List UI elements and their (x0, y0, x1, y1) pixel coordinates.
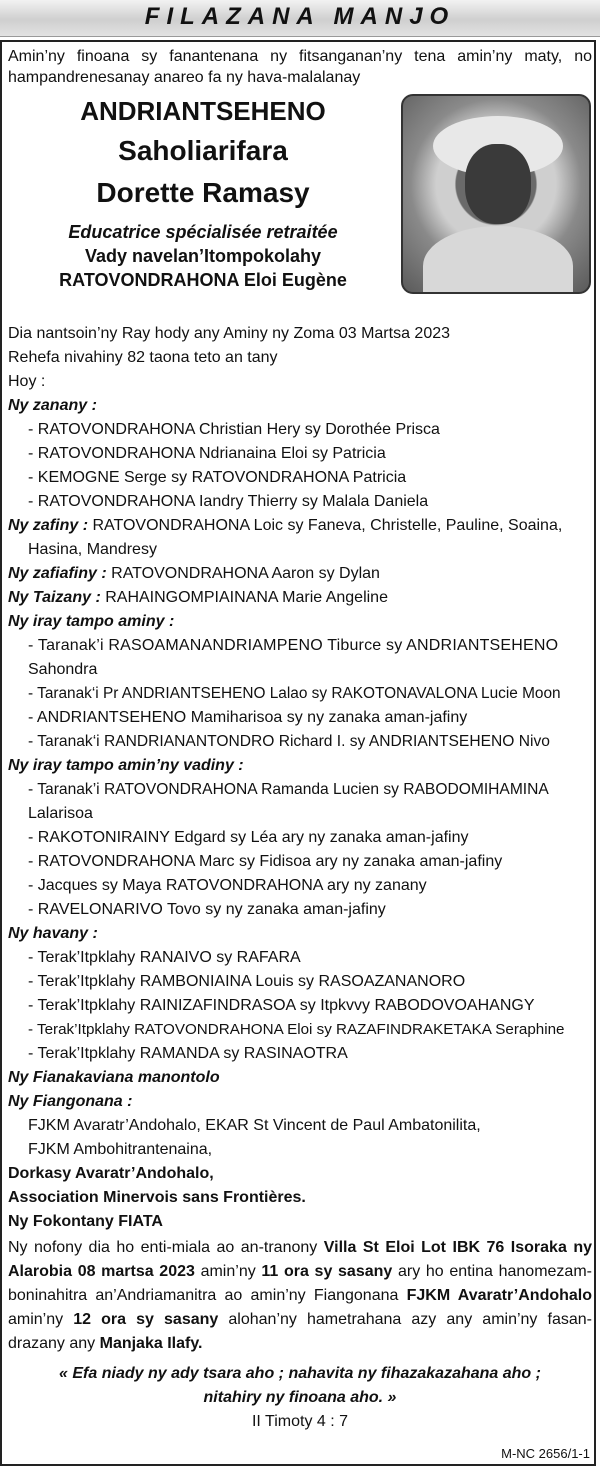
list-item: - Terak’Itpklahy RAMBONIAINA Louis sy RASOAZANANORO (28, 973, 466, 990)
funeral-text: alohan’ny hametrahana azy any amin’ny fasan-drazany any (8, 1311, 592, 1352)
church-label: Ny Fiangonana : (8, 1093, 133, 1110)
sibling-label: Ny Taizany : (8, 589, 101, 606)
notice-code: M-NC 2656/1-1 (501, 1446, 590, 1461)
list-item: - RATOVONDRAHONA Ndrianaina Eloi sy Patricia (28, 445, 386, 462)
relatives-label: Ny havany : (8, 925, 98, 942)
quote-line-1: « Efa niady ny ady tsara aho ; nahavita ny fihazakazahana aho ; (59, 1365, 541, 1382)
quote-line-2: nitahiry ny finoana aho. » (203, 1389, 397, 1406)
funeral-burial-place: Manjaka Ilafy. (99, 1335, 203, 1352)
deceased-profession: Educatrice spécialisée retraitée (68, 222, 338, 242)
greatgrandchildren-line (8, 562, 592, 586)
list-item: Lalarisoa (28, 805, 93, 822)
intro-text: Amin’ny finoana sy fanantenana ny fitsanganan’ny tena amin’ny maty, no hampandrenesanay anareo fa ny hava-malalanay (8, 48, 592, 86)
death-line-1: Dia nantsoin’ny Ray hody any Aminy ny Zoma 03 Martsa 2023 (8, 325, 451, 342)
list-item: - RAKOTONIRAINY Edgard sy Léa ary ny zanaka aman-jafiny (28, 829, 469, 846)
list-item: - RATOVONDRAHONA Marc sy Fidisoa ary ny zanaka aman-jafiny (28, 853, 503, 870)
bible-quote (8, 1362, 592, 1410)
church-line-1: FJKM Avaratr’Andohalo, EKAR St Vincent de Paul Ambatonilita, (28, 1117, 481, 1134)
list-item: - Taranak‘i RANDRIANANTONDRO Richard I. sy ANDRIANTSEHENO Nivo (28, 733, 550, 750)
org-line-2: Association Minervois sans Frontières. (8, 1189, 306, 1206)
deceased-block (8, 92, 592, 322)
grandchildren-text-2: Hasina, Mandresy (28, 541, 157, 558)
sibling-text: RAHAINGOMPIAINANA Marie Angeline (100, 589, 388, 606)
spouse-label: Vady navelan’Itompokolahy (84, 246, 322, 266)
list-item: - RAVELONARIVO Tovo sy ny zanaka aman-jafiny (28, 901, 386, 918)
list-item: Sahondra (28, 661, 98, 678)
grandchildren-text: RATOVONDRAHONA Loic sy Faneva, Christelle, Pauline, Soaina, (88, 517, 563, 534)
org-line-1: Dorkasy Avaratr’Andohalo, (8, 1165, 214, 1182)
deceased-other-names: Dorette Ramasy (96, 177, 310, 208)
photo-face-shape (465, 144, 531, 224)
list-item: - ANDRIANTSEHENO Mamiharisoa sy ny zanaka aman-jafiny (28, 709, 468, 726)
header-title: FILAZANA MANJO (144, 3, 456, 30)
greatgrandchildren-label: Ny zafiafiny : (8, 565, 107, 582)
funeral-time-1: 11 ora sy sasany (261, 1263, 393, 1280)
funeral-text: ary ho entina hanomezam-boninahitra an’Andriamanitra ao amin’ny Fiangonana (8, 1263, 592, 1304)
list-item: - RATOVONDRAHONA Christian Hery sy Dorothée Prisca (28, 421, 440, 438)
funeral-text: amin’ny (194, 1263, 262, 1280)
deceased-first-name: Saholiarifara (118, 135, 288, 166)
list-item: - Terak’Itpklahy RAINIZAFINDRASOA sy Itpkvvy RABODOVOAHANGY (28, 997, 535, 1014)
funeral-text: amin’ny (8, 1311, 74, 1328)
header-banner (0, 0, 600, 37)
list-item: - Jacques sy Maya RATOVONDRAHONA ary ny zanany (28, 877, 427, 894)
list-item: - Terak’Itpklahy RATOVONDRAHONA Eloi sy RAZAFINDRAKETAKA Seraphine (28, 1021, 565, 1038)
funeral-text: Ny nofony dia ho enti-miala ao an-tranony (8, 1239, 324, 1256)
photo-body-shape (423, 226, 573, 294)
family-line: Ny Fianakaviana manontolo (8, 1069, 220, 1086)
death-line-3: Hoy : (8, 373, 46, 390)
greatgrandchildren-text: RATOVONDRAHONA Aaron sy Dylan (106, 565, 380, 582)
funeral-paragraph (8, 1236, 592, 1356)
list-item: - Taranak‘i Pr ANDRIANTSEHENO Lalao sy RAKOTONAVALONA Lucie Moon (28, 685, 561, 702)
his-side-label: Ny iray tampo amin’ny vadiny : (8, 757, 244, 774)
deceased-surname: ANDRIANTSEHENO (80, 96, 326, 126)
list-item: - Taranak’i RASOAMANANDRIAMPENO Tiburce sy ANDRIANTSEHENO (28, 637, 559, 654)
list-item: - RATOVONDRAHONA Iandry Thierry sy Malala Daniela (28, 493, 429, 510)
her-side-label: Ny iray tampo aminy : (8, 613, 175, 630)
list-item: - KEMOGNE Serge sy RATOVONDRAHONA Patricia (28, 469, 407, 486)
notice-content (8, 44, 592, 1434)
sibling-line (8, 586, 592, 610)
spouse-name: RATOVONDRAHONA Eloi Eugène (59, 270, 347, 290)
list-item: - Taranak’i RATOVONDRAHONA Ramanda Lucien sy RABODOMIHAMINA (28, 781, 549, 798)
quote-reference: II Timoty 4 : 7 (251, 1413, 349, 1430)
funeral-location: Villa St Eloi Lot IBK 76 Isoraka ny Alarobia 08 martsa 2023 (8, 1239, 592, 1280)
list-item: - Terak’Itpklahy RANAIVO sy RAFARA (28, 949, 301, 966)
list-item: - Terak’Itpklahy RAMANDA sy RASINAOTRA (28, 1045, 348, 1062)
funeral-church: FJKM Avaratr’Andohalo (406, 1287, 592, 1304)
children-label: Ny zanany : (8, 397, 97, 414)
grandchildren-label: Ny zafiny : (8, 517, 89, 534)
grandchildren-line (8, 514, 592, 538)
deceased-photo (401, 94, 591, 294)
death-line-2: Rehefa nivahiny 82 taona teto an tany (8, 349, 278, 366)
church-line-2: FJKM Ambohitrantenaina, (28, 1141, 213, 1158)
funeral-time-2: 12 ora sy sasany (73, 1311, 219, 1328)
org-line-3: Ny Fokontany FIATA (8, 1213, 163, 1230)
